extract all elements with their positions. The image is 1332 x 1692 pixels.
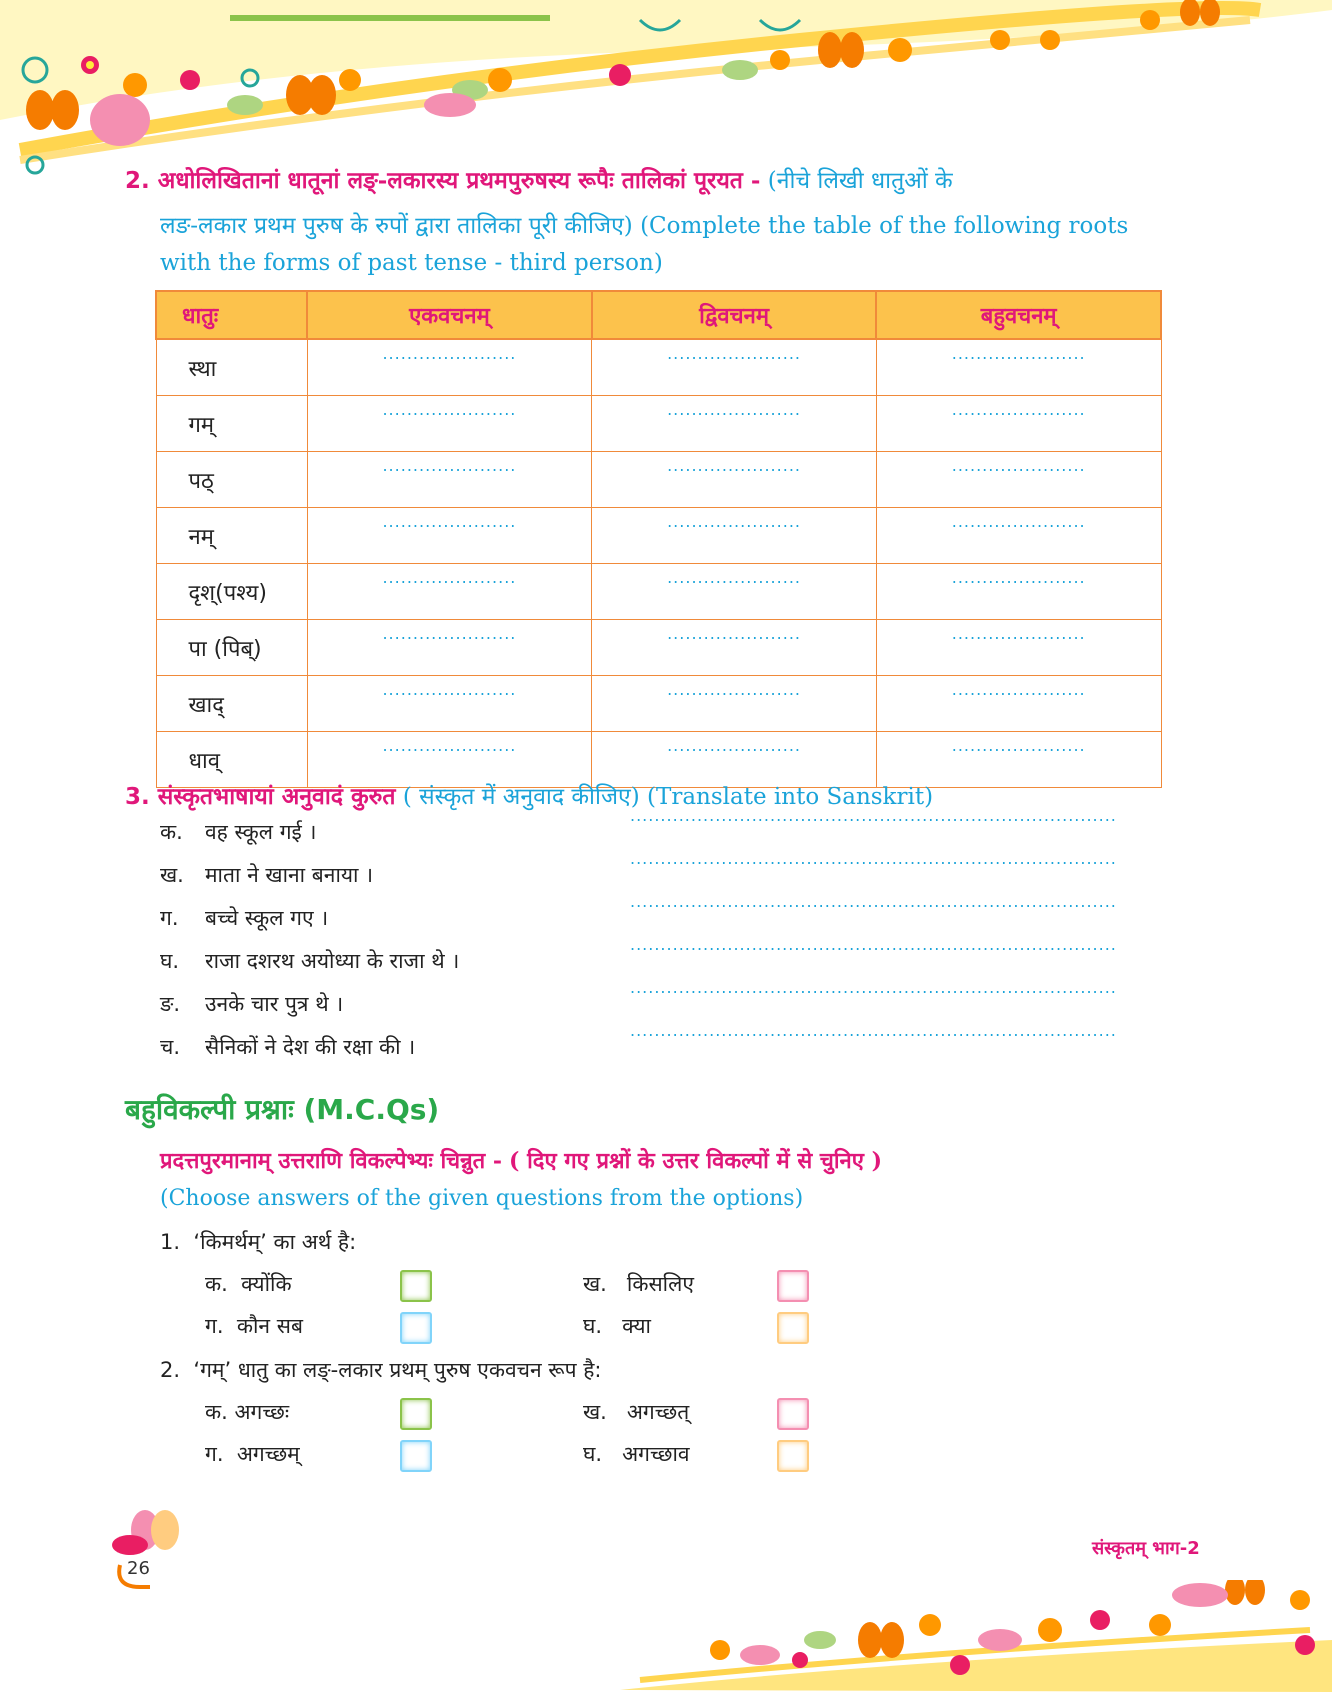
blank-cell[interactable]: ...................... bbox=[592, 564, 877, 620]
blank-cell[interactable]: ...................... bbox=[876, 508, 1161, 564]
option-text: अगच्छः bbox=[234, 1400, 290, 1424]
leaf-icon bbox=[740, 1583, 1228, 1665]
q2-hindi-a: (नीचे लिखी धातुओं के bbox=[767, 168, 953, 194]
blank-cell[interactable]: ...................... bbox=[307, 339, 592, 396]
option-checkbox[interactable] bbox=[777, 1312, 809, 1344]
blank-cell[interactable]: ...................... bbox=[592, 732, 877, 788]
blank-cell[interactable]: ...................... bbox=[307, 396, 592, 452]
option-label: घ. bbox=[583, 1442, 603, 1466]
item-text: माता ने खाना बनाया । bbox=[205, 863, 374, 887]
q2-english-a: (Complete the table of the following roots bbox=[640, 213, 1129, 239]
bottom-floral-border bbox=[0, 1580, 1332, 1692]
q2-line3 bbox=[125, 242, 1240, 284]
blank-cell[interactable]: ...................... bbox=[592, 676, 877, 732]
item-label: घ. bbox=[160, 949, 180, 973]
blank-cell[interactable]: ...................... bbox=[876, 676, 1161, 732]
answer-line[interactable]: ................................................................................ bbox=[630, 1021, 1117, 1040]
root-cell: पा (पिब्) bbox=[156, 620, 307, 676]
page-number: 26 bbox=[127, 1558, 150, 1579]
blank-cell[interactable]: ...................... bbox=[876, 564, 1161, 620]
option-checkbox[interactable] bbox=[777, 1440, 809, 1472]
question-number: 1. bbox=[160, 1230, 181, 1254]
q2-sanskrit: अधोलिखितानां धातूनां लङ्-लकारस्य प्रथमपुरुषस्य रूपैः तालिकां पूरयत - bbox=[157, 167, 761, 194]
option-text: क्या bbox=[622, 1314, 651, 1338]
table-header-dual: द्विवचनम् bbox=[592, 291, 877, 339]
question-number: 2. bbox=[160, 1358, 181, 1382]
table-row bbox=[156, 564, 1161, 620]
q2-english-b: with the forms of past tense - third person) bbox=[160, 250, 663, 276]
table-header-singular: एकवचनम् bbox=[307, 291, 592, 339]
mcq-instruction-sanskrit: प्रदत्तपुरमानाम् उत्तराणि विकल्पेभ्यः चिन्नुत - bbox=[160, 1148, 503, 1174]
answer-line[interactable]: ................................................................................ bbox=[630, 935, 1117, 954]
mcq-title: बहुविकल्पी प्रश्नाः (M.C.Qs) bbox=[125, 1093, 440, 1126]
blank-cell[interactable]: ...................... bbox=[876, 452, 1161, 508]
table-row bbox=[156, 676, 1161, 732]
table-header-plural: बहुवचनम् bbox=[876, 291, 1161, 339]
option-item bbox=[583, 1312, 651, 1340]
answer-line[interactable]: ................................................................................ bbox=[630, 806, 1117, 825]
item-label: ग. bbox=[160, 906, 179, 930]
table-row bbox=[156, 620, 1161, 676]
blank-cell[interactable]: ...................... bbox=[592, 452, 877, 508]
root-cell: गम् bbox=[156, 396, 307, 452]
answer-line[interactable]: ................................................................................ bbox=[630, 978, 1117, 997]
option-item bbox=[583, 1440, 690, 1468]
option-item bbox=[205, 1440, 300, 1468]
q2-heading bbox=[125, 160, 1205, 202]
answer-line[interactable]: ................................................................................ bbox=[630, 892, 1117, 911]
root-cell: दृश्(पश्य) bbox=[156, 564, 307, 620]
blank-cell[interactable]: ...................... bbox=[876, 339, 1161, 396]
blank-cell[interactable]: ...................... bbox=[592, 508, 877, 564]
translation-list bbox=[160, 806, 1120, 1076]
blank-cell[interactable]: ...................... bbox=[592, 396, 877, 452]
option-item bbox=[205, 1270, 292, 1298]
q3-sanskrit: संस्कृतभाषायां अनुवादं कुरुत bbox=[157, 783, 396, 810]
q3-english: (Translate into Sanskrit) bbox=[647, 784, 934, 810]
item-text: सैनिकों ने देश की रक्षा की । bbox=[205, 1035, 416, 1059]
swirl-icon bbox=[23, 20, 800, 173]
item-text: बच्चे स्कूल गए । bbox=[205, 906, 329, 930]
butterfly-icon bbox=[26, 0, 1220, 130]
blank-cell[interactable]: ...................... bbox=[307, 620, 592, 676]
blank-cell[interactable]: ...................... bbox=[876, 620, 1161, 676]
book-title: संस्कृतम् भाग-2 bbox=[1092, 1538, 1200, 1559]
option-checkbox[interactable] bbox=[400, 1398, 432, 1430]
question-text: ‘गम्’ धातु का लङ्-लकार प्रथम् पुरुष एकवचन रूप है: bbox=[193, 1358, 602, 1382]
item-label: च. bbox=[160, 1035, 181, 1059]
root-cell: धाव् bbox=[156, 732, 307, 788]
page-number-flower-icon bbox=[110, 1505, 200, 1590]
table-row bbox=[156, 396, 1161, 452]
blank-cell[interactable]: ...................... bbox=[876, 396, 1161, 452]
q2-line2 bbox=[125, 205, 1240, 247]
root-cell: खाद् bbox=[156, 676, 307, 732]
option-text: क्योंकि bbox=[241, 1272, 292, 1296]
option-checkbox[interactable] bbox=[400, 1440, 432, 1472]
blank-cell[interactable]: ...................... bbox=[876, 732, 1161, 788]
mcq-instruction bbox=[160, 1145, 1210, 1175]
option-checkbox[interactable] bbox=[400, 1270, 432, 1302]
mcq-instruction-hindi: ( दिए गए प्रश्नों के उत्तर विकल्पों में से चुनिए ) bbox=[509, 1148, 882, 1174]
table-row bbox=[156, 508, 1161, 564]
option-label: ख. bbox=[583, 1400, 607, 1424]
root-cell: स्था bbox=[156, 339, 307, 396]
option-text: अगच्छत् bbox=[626, 1400, 690, 1424]
item-label: क. bbox=[160, 820, 183, 844]
option-label: क. bbox=[205, 1272, 228, 1296]
item-text: वह स्कूल गई । bbox=[205, 820, 317, 844]
option-checkbox[interactable] bbox=[400, 1312, 432, 1344]
root-cell: पठ् bbox=[156, 452, 307, 508]
butterfly-icon bbox=[858, 1580, 1265, 1658]
mcq-question-2 bbox=[160, 1356, 601, 1384]
option-label: घ. bbox=[583, 1314, 603, 1338]
option-item bbox=[205, 1398, 289, 1426]
option-label: ख. bbox=[583, 1272, 607, 1296]
option-label: ग. bbox=[205, 1442, 224, 1466]
item-label: ख. bbox=[160, 863, 184, 887]
list-item bbox=[160, 1021, 1120, 1076]
table-row bbox=[156, 339, 1161, 396]
mcq-instruction-english: (Choose answers of the given questions from the options) bbox=[160, 1186, 804, 1211]
blank-cell[interactable]: ...................... bbox=[592, 339, 877, 396]
option-label: ग. bbox=[205, 1314, 224, 1338]
mcq-question-1 bbox=[160, 1228, 356, 1256]
table-header-row bbox=[156, 291, 1161, 339]
option-text: अगच्छाव bbox=[622, 1442, 690, 1466]
blank-cell[interactable]: ...................... bbox=[307, 676, 592, 732]
question-text: ‘किमर्थम्’ का अर्थ है: bbox=[193, 1230, 357, 1254]
table-header-root: धातुः bbox=[156, 291, 307, 339]
table-row bbox=[156, 452, 1161, 508]
option-item bbox=[583, 1398, 689, 1426]
blank-cell[interactable]: ...................... bbox=[592, 620, 877, 676]
q3-number: 3. bbox=[125, 784, 150, 810]
option-text: किसलिए bbox=[626, 1272, 694, 1296]
answer-line[interactable]: ................................................................................ bbox=[630, 849, 1117, 868]
option-item bbox=[583, 1270, 694, 1298]
blank-cell[interactable]: ...................... bbox=[307, 732, 592, 788]
item-text: उनके चार पुत्र थे । bbox=[205, 992, 344, 1016]
blank-cell[interactable]: ...................... bbox=[307, 452, 592, 508]
option-checkbox[interactable] bbox=[777, 1270, 809, 1302]
root-cell: नम् bbox=[156, 508, 307, 564]
option-item bbox=[205, 1312, 303, 1340]
option-text: कौन सब bbox=[236, 1314, 303, 1338]
item-text: राजा दशरथ अयोध्या के राजा थे । bbox=[205, 949, 460, 973]
flower-icon bbox=[81, 10, 1160, 97]
option-label: क. bbox=[205, 1400, 228, 1424]
blank-cell[interactable]: ...................... bbox=[307, 508, 592, 564]
q2-number: 2. bbox=[125, 168, 150, 194]
flower-icon bbox=[710, 1590, 1315, 1675]
blank-cell[interactable]: ...................... bbox=[307, 564, 592, 620]
leaf-icon bbox=[90, 60, 758, 146]
q2-hindi-b: लङ-लकार प्रथम पुरुष के रुपों द्वारा तालिका पूरी कीजिए) bbox=[160, 213, 633, 239]
item-label: ङ. bbox=[160, 992, 181, 1016]
option-checkbox[interactable] bbox=[777, 1398, 809, 1430]
option-text: अगच्छम् bbox=[236, 1442, 300, 1466]
q3-hindi: ( संस्कृत में अनुवाद कीजिए) bbox=[402, 784, 640, 810]
conjugation-table bbox=[155, 290, 1162, 788]
